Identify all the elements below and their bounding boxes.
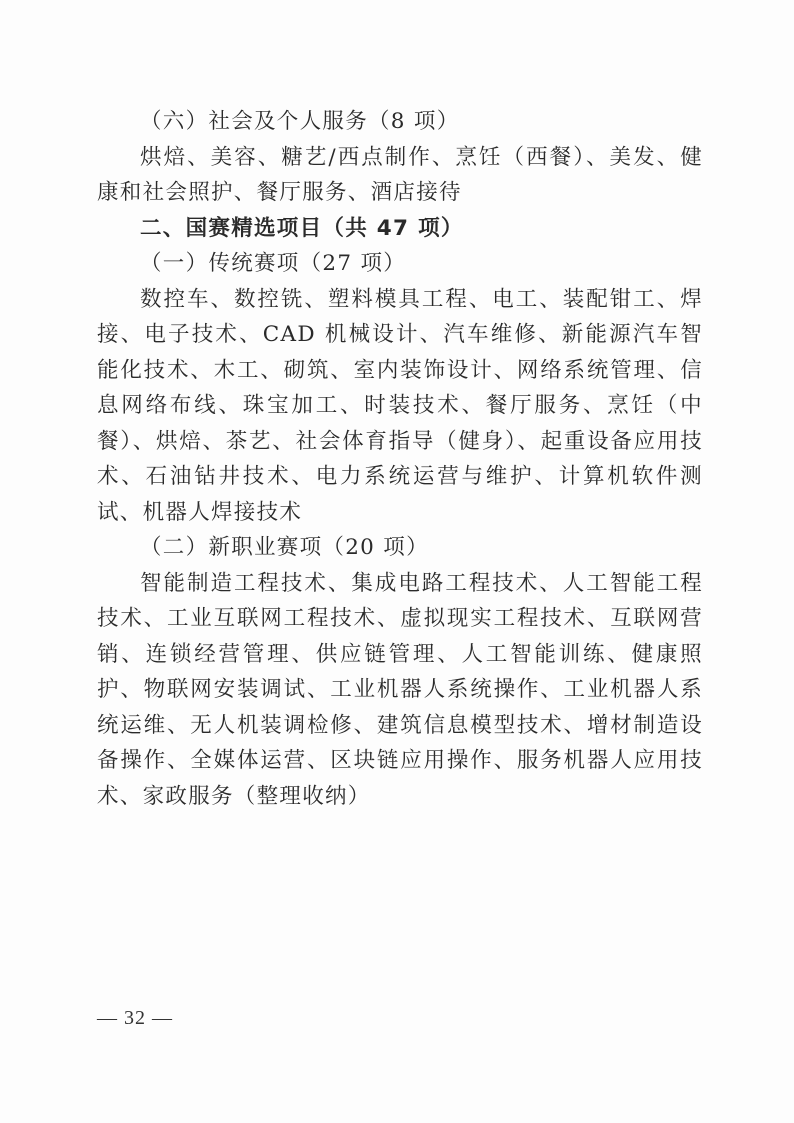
section-6-body: 烘焙、美容、糖艺/西点制作、烹饪（西餐）、美发、健康和社会照护、餐厅服务、酒店接待 — [97, 144, 703, 205]
new-occupation-events-heading: （二）新职业赛项（20 项） — [140, 535, 429, 560]
part-2-heading: 二、国赛精选项目（共 47 项） — [140, 215, 464, 241]
traditional-events-body: 数控车、数控铣、塑料模具工程、电工、装配钳工、焊接、电子技术、CAD 机械设计、汽车维修、新能源汽车智能化技术、木工、砌筑、室内装饰设计、网络系统管理、信息网络布线、珠宝加工、时装技术、餐厅服务、烹饪（中餐）、烘焙、茶艺、社会体育指导（健身）、起重设备应用技术、石油钻井技术、电力系统运营与维护、计算机软件测试、机器人焊接技术 — [97, 286, 703, 525]
new-occupation-events-body: 智能制造工程技术、集成电路工程技术、人工智能工程技术、工业互联网工程技术、虚拟现实工程技术、互联网营销、连锁经营管理、供应链管理、人工智能训练、健康照护、物联网安装调试、工业机器人系统操作、工业机器人系统运维、无人机装调检修、建筑信息模型技术、增材制造设备操作、全媒体运营、区块链应用操作、服务机器人应用技术、家政服务（整理收纳） — [97, 570, 703, 809]
section-6-heading: （六）社会及个人服务（8 项） — [140, 109, 460, 134]
traditional-events-heading: （一）传统赛项（27 项） — [140, 251, 407, 276]
page-number: — 32 — — [97, 1007, 173, 1029]
document-body — [97, 104, 703, 814]
